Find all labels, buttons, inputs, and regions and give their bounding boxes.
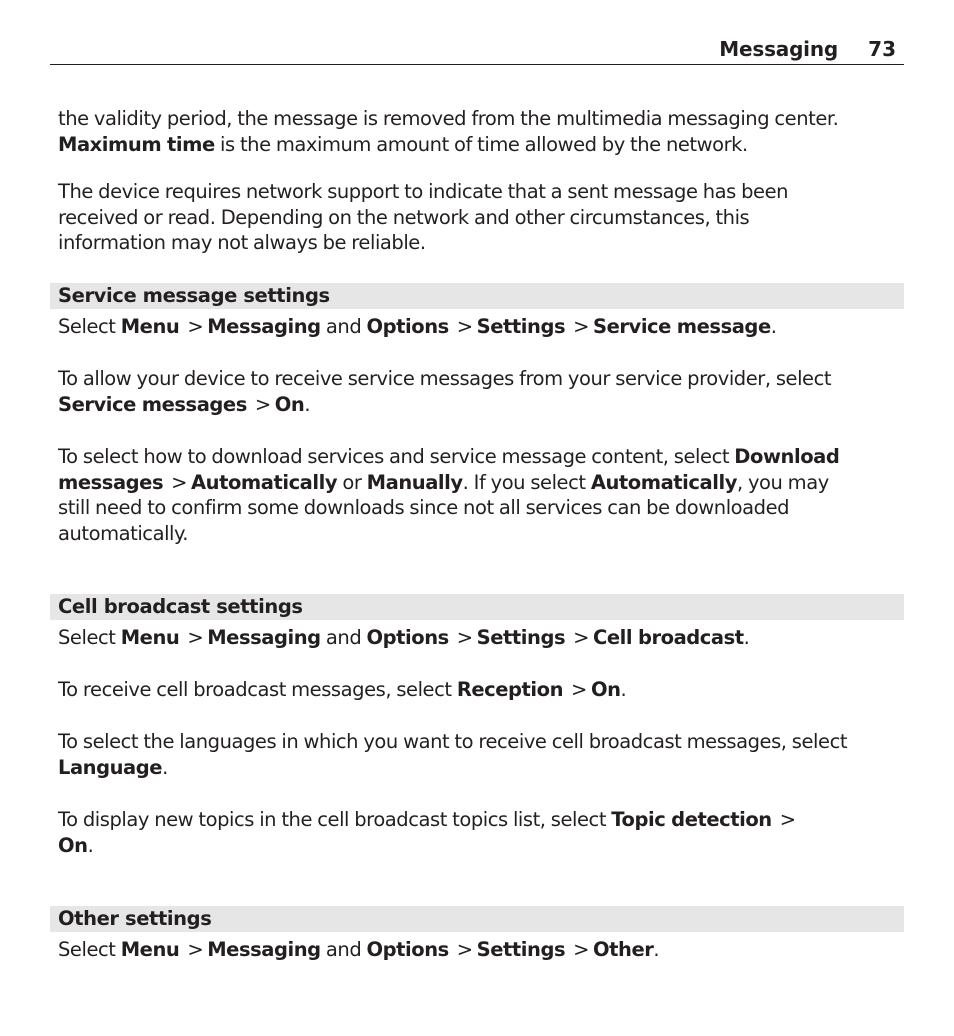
text-fragment: and [320,626,367,649]
text-line: the validity period, the message is removed from the multimedia messaging center. [58,107,839,130]
path-separator: > [573,315,590,338]
term-reception: Reception [456,678,564,701]
menu-term-settings: Settings [476,626,566,649]
text-fragment: . [620,678,627,701]
section-title: Service message settings [58,284,330,307]
intro-paragraph-validity [58,106,904,157]
text-fragment: or [337,470,367,494]
menu-term-menu: Menu [120,626,180,649]
text-fragment: To display new topics in the cell broadcast topics list, select [58,808,612,831]
path-separator: > [187,315,204,338]
service-allow-paragraph [58,366,904,417]
menu-term-cell-broadcast: Cell broadcast [593,626,744,649]
menu-term-messaging: Messaging [207,938,321,961]
path-separator: > [571,678,587,701]
path-separator: > [573,938,590,961]
text-fragment: . [770,315,777,338]
path-separator: > [456,315,473,338]
text-line [58,314,904,340]
text-line: automatically. [58,521,189,545]
text-line [58,833,904,859]
text-line [58,392,904,418]
service-menu-path [58,314,904,340]
term-on: On [590,678,621,701]
text-line: still need to confirm some downloads since not all services can be downloaded [58,496,790,519]
term-automatically: Automatically [191,470,338,494]
text-fragment: To receive cell broadcast messages, select [58,678,457,701]
term-service-messages: Service messages [58,392,247,416]
term-on: On [274,392,305,416]
text-line [58,444,904,470]
text-fragment: Select [58,315,121,338]
text-line: To allow your device to receive service messages from your service provider, select [58,367,832,390]
cell-language-paragraph [58,729,904,780]
menu-term-other: Other [593,938,654,961]
text-line: received or read. Depending on the network and other circumstances, this [58,205,750,229]
term-on: On [58,833,88,857]
menu-term-settings: Settings [476,315,566,338]
path-separator: > [456,938,473,961]
text-fragment: . [87,833,94,857]
path-separator: > [779,808,796,831]
term-topic-detection: Topic detection [611,808,772,831]
section-title: Other settings [58,907,212,930]
term-maximum-time: Maximum time [58,132,215,156]
cell-menu-path [58,625,904,651]
text-line: information may not always be reliable. [58,231,426,254]
term-language: Language [58,755,163,779]
page-number: 73 [868,37,896,61]
text-fragment: . If you select [462,470,591,494]
text-line: The device requires network support to indicate that a sent message has been [58,180,789,203]
section-heading-other [50,906,904,932]
menu-term-options: Options [366,938,449,961]
cell-reception-paragraph [58,677,904,703]
text-fragment: . [653,938,660,961]
text-line [58,807,904,833]
text-line [58,755,904,781]
header-section-title: Messaging [719,37,838,61]
menu-term-menu: Menu [120,938,180,961]
text-fragment: Select [58,626,121,649]
service-download-paragraph [58,444,904,546]
text-line [58,625,904,651]
section-heading-service-message [50,283,904,309]
text-fragment: and [320,938,367,961]
text-line [58,937,904,963]
term-download: Download [734,445,840,468]
term-manually: Manually [366,470,463,494]
text-line [58,677,904,703]
text-fragment: is the maximum amount of time allowed by the network. [214,132,748,156]
path-separator: > [254,392,271,416]
section-heading-cell-broadcast [50,594,904,620]
text-fragment: . [304,392,311,416]
other-menu-path [58,937,904,963]
path-separator: > [187,626,204,649]
menu-term-options: Options [366,626,449,649]
text-fragment: To select how to download services and service message content, select [58,445,735,468]
term-automatically: Automatically [590,470,737,494]
menu-term-service-message: Service message [593,315,771,338]
path-separator: > [187,938,204,961]
term-messages: messages [58,470,164,494]
text-line: To select the languages in which you want to receive cell broadcast messages, select [58,730,848,753]
text-fragment: and [320,315,367,338]
menu-term-messaging: Messaging [207,626,321,649]
text-fragment: . [743,626,750,649]
cell-topic-paragraph [58,807,904,858]
menu-term-settings: Settings [476,938,566,961]
text-line [58,132,904,158]
text-fragment: , you may [736,470,829,494]
path-separator: > [456,626,473,649]
text-line [58,470,904,496]
text-fragment: Select [58,938,121,961]
menu-term-options: Options [366,315,449,338]
path-separator: > [573,626,590,649]
menu-term-menu: Menu [120,315,180,338]
text-fragment: . [162,755,168,779]
section-title: Cell broadcast settings [58,595,303,618]
page-header [50,36,904,65]
intro-paragraph-network [58,179,904,256]
path-separator: > [171,470,187,494]
menu-term-messaging: Messaging [207,315,321,338]
